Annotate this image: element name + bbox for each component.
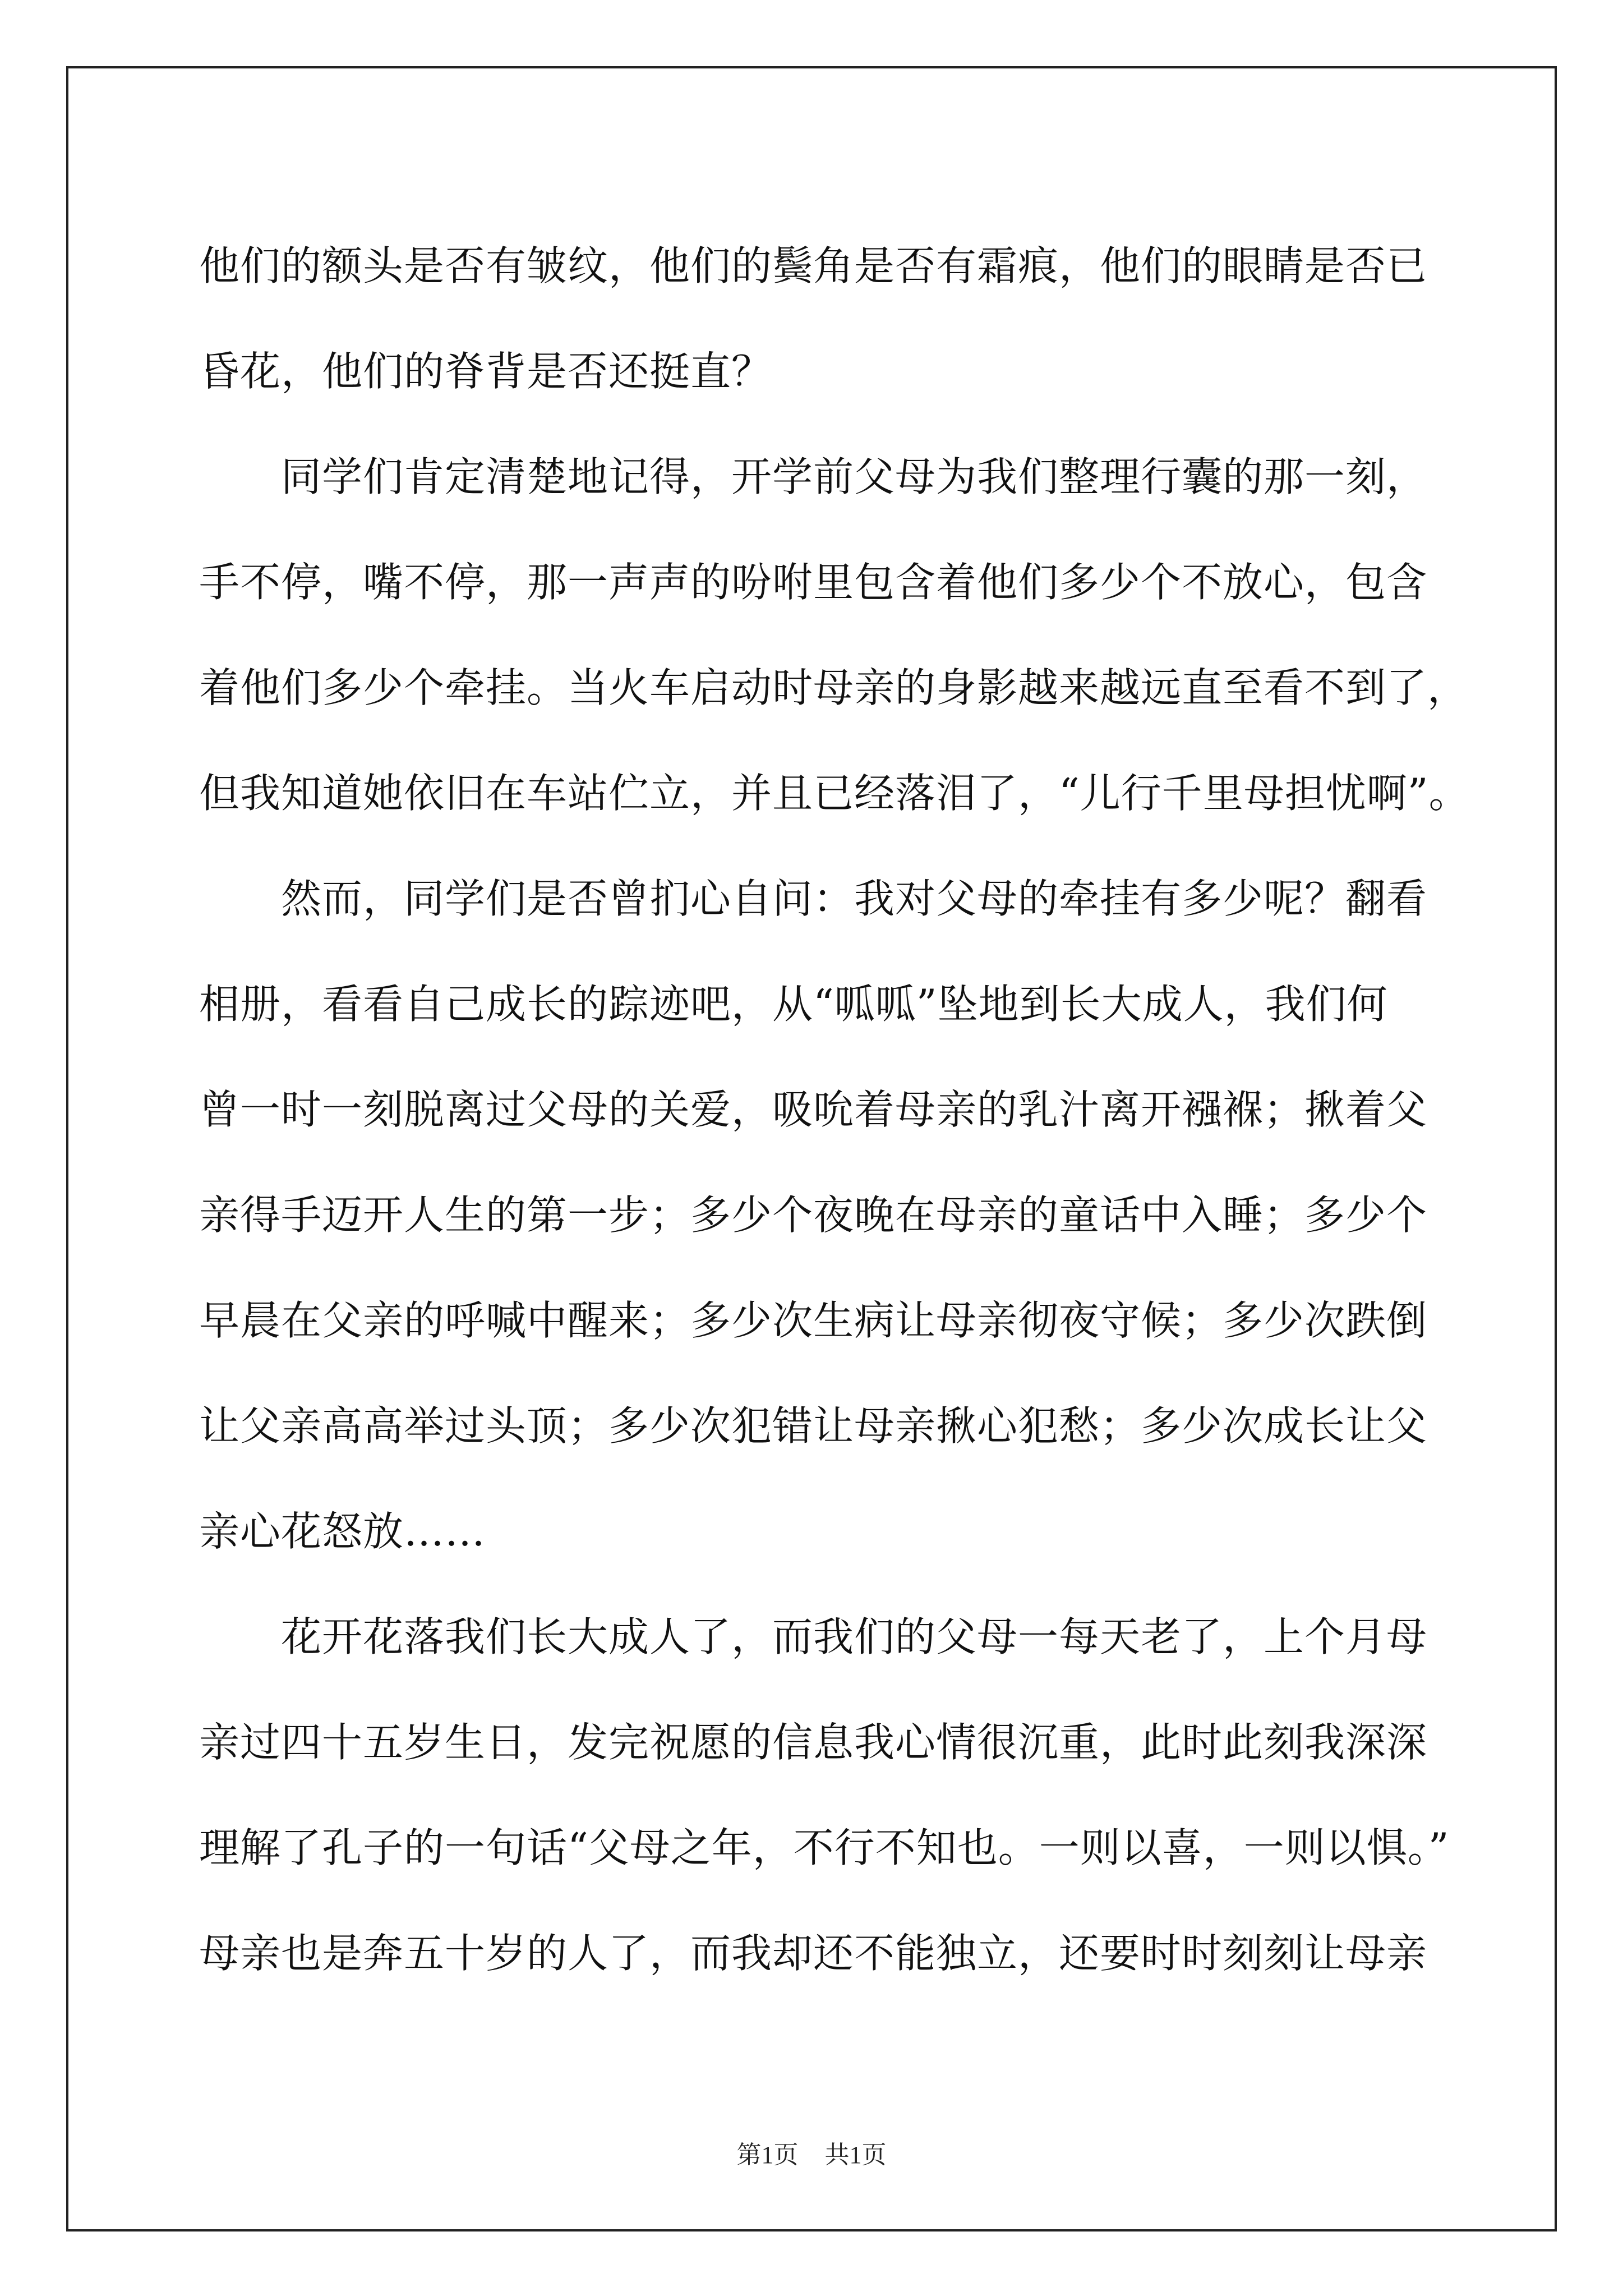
text-line: 然而，同学们是否曾扪心自问：我对父母的牵挂有多少呢？翻看 — [281, 875, 1428, 922]
text-line: 相册，看看自己成长的踪迹吧，从“呱呱”坠地到长大成人，我们何 — [199, 981, 1388, 1028]
text-line: 但我知道她依旧在车站伫立，并且已经落泪了，“儿行千里母担忧啊”。 — [199, 770, 1470, 817]
text-line: 着他们多少个牵挂。当火车启动时母亲的身影越来越远直至看不到了， — [199, 664, 1469, 711]
text-line: 昏花，他们的脊背是否还挺直？ — [199, 348, 773, 395]
page-number: 第1页 — [736, 2141, 799, 2169]
page-total: 共1页 — [824, 2141, 887, 2169]
text-line: 曾一时一刻脱离过父母的关爱，吸吮着母亲的乳汁离开襁褓；揪着父 — [199, 1086, 1428, 1133]
text-line: 让父亲高高举过头顶；多少次犯错让母亲揪心犯愁；多少次成长让父 — [199, 1402, 1428, 1450]
text-line: 理解了孔子的一句话“父母之年，不行不知也。一则以喜，一则以惧。” — [199, 1824, 1450, 1871]
document-body — [199, 213, 1470, 2006]
text-line: 亲过四十五岁生日，发完祝愿的信息我心情很沉重，此时此刻我深深 — [199, 1719, 1428, 1766]
text-line: 手不停，嘴不停，那一声声的吩咐里包含着他们多少个不放心，包含 — [199, 559, 1428, 606]
text-line: 亲心花怒放…… — [199, 1508, 486, 1555]
text-line: 母亲也是奔五十岁的人了，而我却还不能独立，还要时时刻刻让母亲 — [199, 1930, 1428, 1977]
text-line: 亲得手迈开人生的第一步；多少个夜晚在母亲的童话中入睡；多少个 — [199, 1191, 1428, 1239]
text-line: 他们的额头是否有皱纹，他们的鬓角是否有霜痕，他们的眼睛是否已 — [199, 242, 1428, 289]
text-line: 早晨在父亲的呼喊中醒来；多少次生病让母亲彻夜守候；多少次跌倒 — [199, 1297, 1428, 1344]
page-footer — [0, 2134, 1623, 2170]
text-line: 花开花落我们长大成人了，而我们的父母一每天老了，上个月母 — [281, 1613, 1428, 1660]
text-line: 同学们肯定清楚地记得，开学前父母为我们整理行囊的那一刻， — [281, 453, 1428, 500]
